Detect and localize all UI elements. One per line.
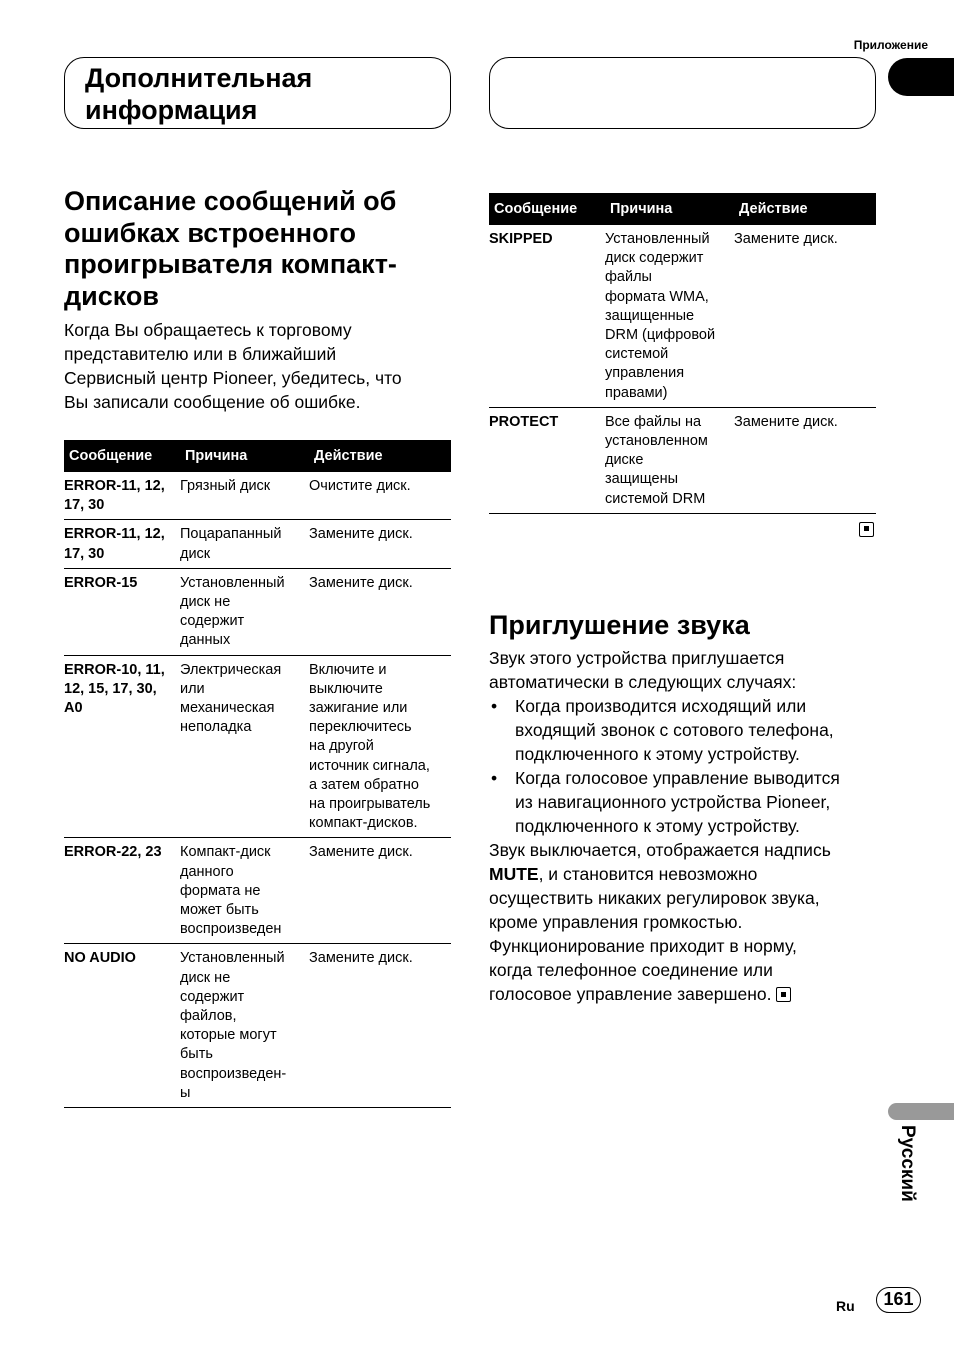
message-cell: NO AUDIO bbox=[64, 944, 180, 1108]
paragraph-line: Сервисный центр Pioneer, убедитесь, что bbox=[64, 368, 402, 388]
header-action: Действие bbox=[309, 440, 451, 472]
message-cell: ERROR-22, 23 bbox=[64, 838, 180, 944]
header-action: Действие bbox=[734, 193, 876, 225]
message-cell: ERROR-15 bbox=[64, 568, 180, 655]
table-row bbox=[489, 407, 876, 513]
message-cell: ERROR-11, 12, 17, 30 bbox=[64, 520, 180, 568]
mute-word: MUTE bbox=[489, 864, 539, 885]
error-table-right bbox=[489, 193, 876, 514]
cause-cell: Грязный диск bbox=[180, 472, 309, 520]
mute-heading: Приглушение звука bbox=[489, 609, 750, 640]
error-messages-heading bbox=[64, 186, 451, 312]
list-item-line: подключенного к этому устройству. bbox=[515, 744, 800, 765]
list-item bbox=[489, 694, 876, 766]
paragraph-line: осуществить никаких регулировок звука, bbox=[489, 888, 820, 909]
heading-line: ошибках встроенного bbox=[64, 217, 356, 248]
list-item-line: Когда голосовое управление выводится bbox=[515, 768, 840, 789]
table-row bbox=[64, 944, 451, 1108]
language-code: Ru bbox=[836, 1298, 855, 1314]
header-message: Сообщение bbox=[489, 193, 605, 225]
table-header-row bbox=[64, 440, 451, 472]
cause-cell: Установленный диск не содержит данных bbox=[180, 568, 309, 655]
page-number: 161 bbox=[876, 1287, 921, 1313]
header-cause: Причина bbox=[180, 440, 309, 472]
paragraph-line: , и становится невозможно bbox=[538, 864, 758, 885]
right-column bbox=[489, 193, 876, 1006]
header-cause: Причина bbox=[605, 193, 734, 225]
stop-square-icon bbox=[859, 522, 874, 537]
stop-square-icon bbox=[776, 987, 791, 1002]
action-cell: Замените диск. bbox=[309, 838, 451, 944]
paragraph-line: Функционирование приходит в норму, bbox=[489, 936, 797, 957]
list-item-line: Когда производится исходящий или bbox=[515, 696, 807, 717]
list-item-line: из навигационного устройства Pioneer, bbox=[515, 792, 831, 813]
paragraph-line: когда телефонное соединение или bbox=[489, 960, 773, 981]
action-cell: Замените диск. bbox=[309, 944, 451, 1108]
language-tab-marker bbox=[888, 1103, 954, 1120]
table-row bbox=[64, 838, 451, 944]
error-intro-paragraph bbox=[64, 318, 451, 414]
mute-cases-list bbox=[489, 694, 876, 838]
side-language-label: Русский bbox=[897, 1125, 918, 1202]
message-cell: PROTECT bbox=[489, 407, 605, 513]
cause-cell: Компакт-диск данного формата не может быть воспроизведен bbox=[180, 838, 309, 944]
error-table-left bbox=[64, 440, 451, 1108]
action-cell: Включите и выключите зажигание или переключитесь на другой источник сигнала, а затем обратно на проигрыватель компакт-дисков. bbox=[309, 655, 451, 838]
empty-title-box bbox=[489, 57, 876, 129]
action-cell: Замените диск. bbox=[734, 407, 876, 513]
paragraph-line: Звук выключается, отображается надпись bbox=[489, 840, 831, 861]
paragraph-line: Звук этого устройства приглушается bbox=[489, 648, 785, 669]
heading-line: проигрывателя компакт- bbox=[64, 249, 397, 279]
section-label: Приложение bbox=[853, 38, 928, 52]
message-cell: SKIPPED bbox=[489, 225, 605, 407]
cause-cell: Электрическая или механическая неполадка bbox=[180, 655, 309, 838]
table-row bbox=[489, 225, 876, 407]
paragraph-line: представителю или в ближайший bbox=[64, 344, 337, 364]
table-header-row bbox=[489, 193, 876, 225]
mute-body-paragraph bbox=[489, 838, 876, 1006]
list-item-line: подключенного к этому устройству. bbox=[515, 816, 800, 837]
chapter-title-box bbox=[64, 57, 451, 129]
chapter-title-line: информация bbox=[85, 95, 258, 125]
cause-cell: Поцарапанный диск bbox=[180, 520, 309, 568]
table-row bbox=[64, 472, 451, 520]
cause-cell: Все файлы на установленном диске защищены системой DRM bbox=[605, 407, 734, 513]
cause-cell: Установленный диск содержит файлы формата WMA, защищенные DRM (цифровой системой управления правами) bbox=[605, 225, 734, 407]
chapter-title bbox=[85, 62, 450, 126]
heading-line: дисков bbox=[64, 280, 160, 311]
paragraph-line: Когда Вы обращаетесь к торговому bbox=[64, 320, 352, 340]
message-cell: ERROR-11, 12, 17, 30 bbox=[64, 472, 180, 520]
list-item bbox=[489, 766, 876, 838]
chapter-title-line: Дополнительная bbox=[85, 63, 313, 93]
list-item-line: входящий звонок с сотового телефона, bbox=[515, 720, 834, 741]
table-row bbox=[64, 520, 451, 568]
table-row bbox=[64, 655, 451, 838]
paragraph-line: Вы записали сообщение об ошибке. bbox=[64, 392, 361, 412]
message-cell: ERROR-10, 11, 12, 15, 17, 30, A0 bbox=[64, 655, 180, 838]
paragraph-line: кроме управления громкостью. bbox=[489, 912, 743, 933]
table-row bbox=[64, 568, 451, 655]
mute-intro-paragraph bbox=[489, 646, 876, 694]
action-cell: Замените диск. bbox=[309, 568, 451, 655]
heading-line: Описание сообщений об bbox=[64, 186, 397, 216]
edge-tab-marker bbox=[888, 58, 954, 96]
paragraph-line: автоматически в следующих случаях: bbox=[489, 672, 797, 693]
left-column bbox=[64, 186, 451, 1108]
header-message: Сообщение bbox=[64, 440, 180, 472]
cause-cell: Установленный диск не содержит файлов, которые могут быть воспроизведен- ы bbox=[180, 944, 309, 1108]
paragraph-line: голосовое управление завершено. bbox=[489, 984, 772, 1005]
action-cell: Замените диск. bbox=[734, 225, 876, 407]
action-cell: Очистите диск. bbox=[309, 472, 451, 520]
action-cell: Замените диск. bbox=[309, 520, 451, 568]
